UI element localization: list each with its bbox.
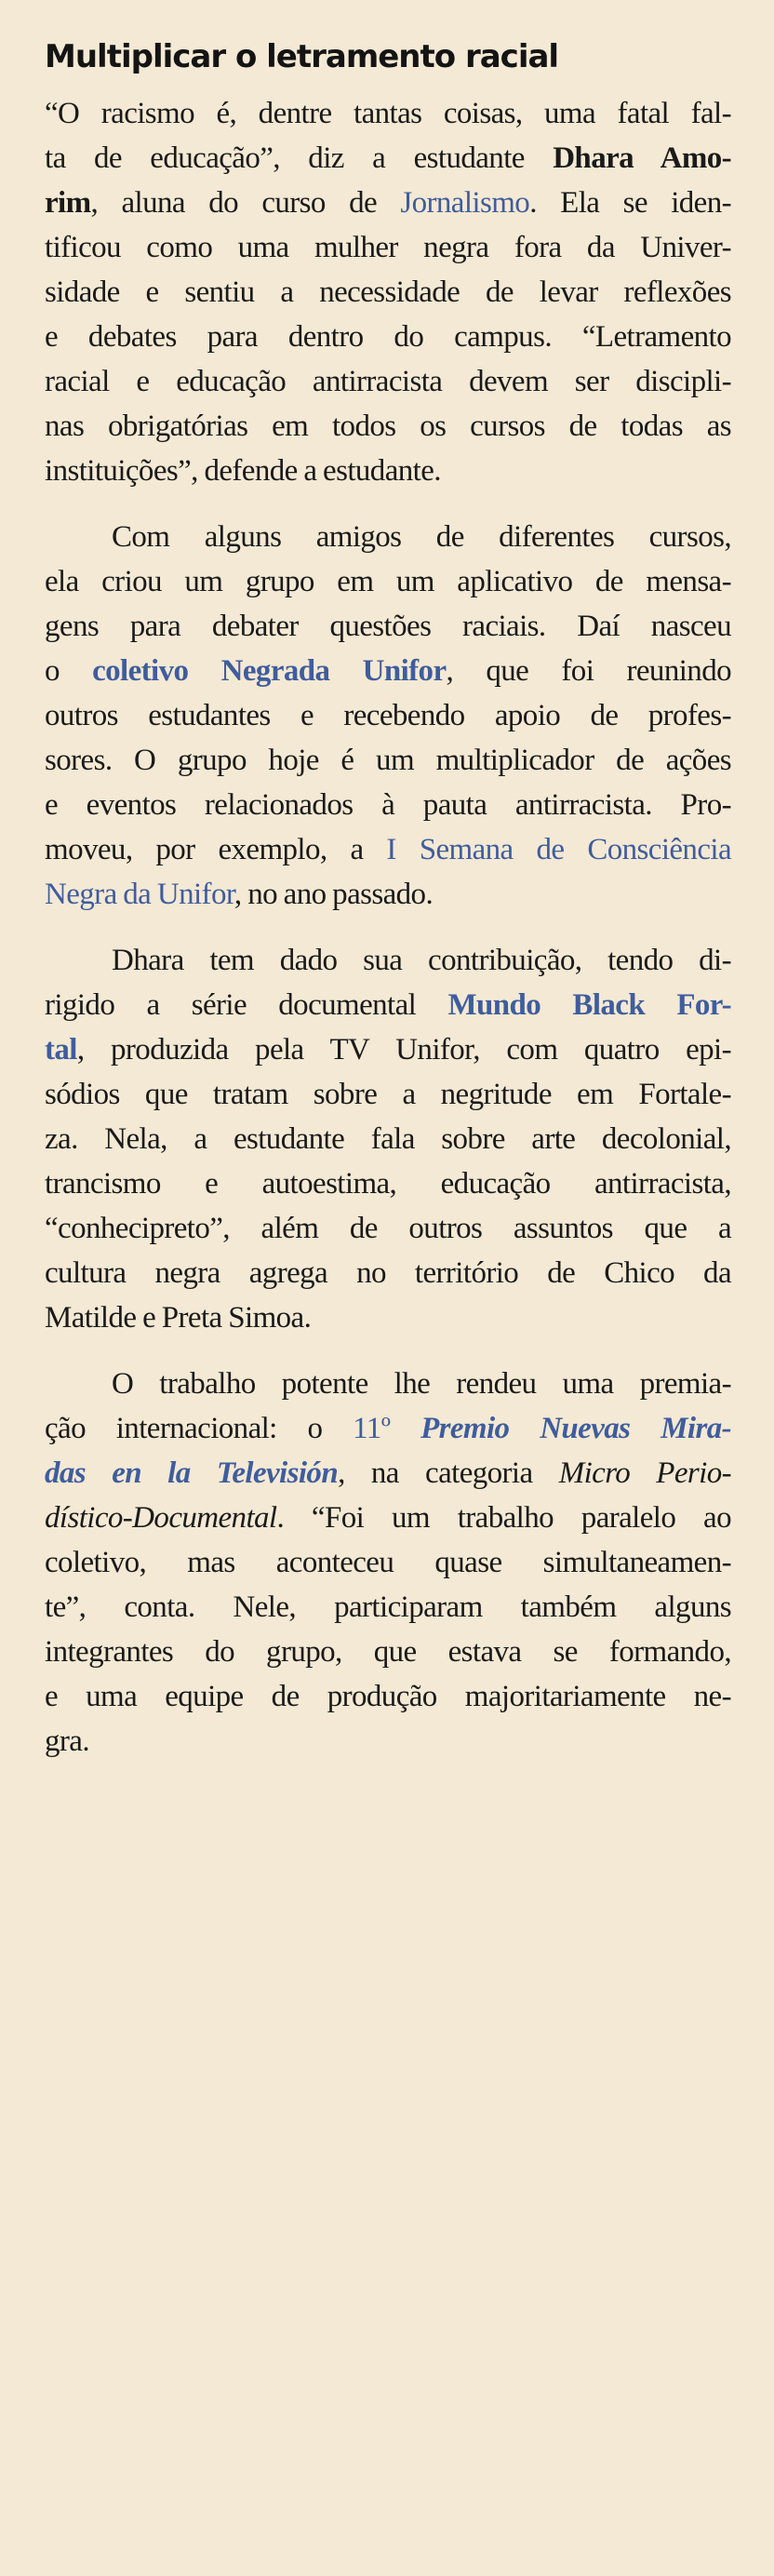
text: ção internacional: o xyxy=(45,1412,354,1445)
link[interactable]: coletivo Negrada Unifor xyxy=(92,654,447,688)
text: , no ano passado. xyxy=(234,878,434,911)
text: gra. xyxy=(45,1724,89,1758)
text-line xyxy=(45,315,731,359)
text-line xyxy=(45,225,731,270)
text-line xyxy=(45,1072,731,1117)
text: instituições”, defende a estudante. xyxy=(45,454,441,488)
text-line xyxy=(45,738,731,783)
section-heading: Multiplicar o letramento racial xyxy=(45,38,559,75)
emphasis-text: Dhara Amo- xyxy=(553,141,731,175)
link[interactable]: Mundo Black For- xyxy=(447,988,731,1022)
text: Com alguns amigos de diferentes cursos, xyxy=(112,520,731,554)
text-line xyxy=(45,270,731,315)
text: Dhara tem dado sua contribuição, tendo di- xyxy=(112,944,731,977)
link[interactable]: Premio Nuevas Mira- xyxy=(420,1412,731,1445)
link[interactable]: das en la Televisión xyxy=(45,1456,339,1490)
text: sidade e sentiu a necessidade de levar reflexões xyxy=(45,275,731,309)
text-line xyxy=(45,1585,731,1630)
text-line xyxy=(45,827,731,872)
emphasis-text: dístico-Documental xyxy=(45,1501,277,1535)
article xyxy=(45,34,731,1785)
text: trancismo e autoestima, educação antirracista, xyxy=(45,1167,731,1201)
text: , produzida pela TV Unifor, com quatro epi- xyxy=(76,1033,731,1067)
paragraph xyxy=(45,938,731,1340)
text-line xyxy=(45,1161,731,1206)
text: tificou como uma mulher negra fora da Univer- xyxy=(45,231,731,264)
text-line xyxy=(45,136,731,181)
text-line xyxy=(45,983,731,1027)
text-line xyxy=(45,1117,731,1161)
text: e eventos relacionados à pauta antirracista. Pro- xyxy=(45,788,731,822)
text: . “Foi um trabalho paralelo ao xyxy=(276,1501,731,1535)
paragraph xyxy=(45,1362,731,1764)
text: moveu, por exemplo, a xyxy=(45,833,387,866)
text: sódios que tratam sobre a negritude em Fortale- xyxy=(45,1078,731,1111)
text-line xyxy=(45,1251,731,1295)
text: , que foi reunindo xyxy=(446,654,731,688)
text-line xyxy=(45,1027,731,1072)
text-line xyxy=(45,872,731,917)
text-line xyxy=(45,181,731,225)
text: . Ela se iden- xyxy=(529,186,732,220)
text: gens para debater questões raciais. Daí nasceu xyxy=(45,610,731,643)
link[interactable]: tal xyxy=(45,1033,77,1067)
text: “O racismo é, dentre tantas coisas, uma fatal fal- xyxy=(45,97,731,130)
text: e debates para dentro do campus. “Letramento xyxy=(45,320,731,354)
text-line xyxy=(45,783,731,827)
text-line xyxy=(45,1496,731,1540)
text: integrantes do grupo, que estava se formando, xyxy=(45,1635,731,1669)
text-line xyxy=(45,1362,731,1406)
text: , na categoria xyxy=(338,1456,559,1490)
text: sores. O grupo hoje é um multiplicador de ações xyxy=(45,744,731,777)
text-line xyxy=(45,1674,731,1719)
link[interactable]: Negra da Unifor xyxy=(45,878,234,911)
text-line xyxy=(45,1451,731,1496)
paragraph xyxy=(45,515,731,917)
text-line xyxy=(45,404,731,449)
text-line xyxy=(45,649,731,693)
text: coletivo, mas aconteceu quase simultaneamen- xyxy=(45,1546,731,1579)
text-line xyxy=(45,1540,731,1585)
text-line xyxy=(45,1206,731,1251)
emphasis-text: rim xyxy=(45,186,91,220)
link[interactable]: I Semana de Consciência xyxy=(386,833,731,866)
text: “conhecipreto”, além de outros assuntos que a xyxy=(45,1212,731,1245)
text-line xyxy=(45,1406,731,1451)
link[interactable]: Jornalismo xyxy=(400,186,530,220)
text-line xyxy=(45,359,731,404)
text-line xyxy=(45,515,731,559)
text: , aluna do curso de xyxy=(90,186,401,220)
text-line xyxy=(45,1295,731,1340)
paragraph xyxy=(45,91,731,493)
text: ela criou um grupo em um aplicativo de mensa- xyxy=(45,565,731,598)
text-line xyxy=(45,1630,731,1674)
text-line xyxy=(45,1719,731,1764)
text-line xyxy=(45,91,731,136)
text: racial e educação antirracista devem ser discipli- xyxy=(45,365,731,398)
text: Matilde e Preta Simoa. xyxy=(45,1301,312,1335)
text: za. Nela, a estudante fala sobre arte decolonial, xyxy=(45,1122,731,1156)
text-line xyxy=(45,938,731,983)
text: te”, conta. Nele, participaram também alguns xyxy=(45,1590,731,1624)
text: o xyxy=(45,654,93,688)
text-line xyxy=(45,693,731,738)
text-line xyxy=(45,449,731,493)
link[interactable]: 11º xyxy=(353,1412,421,1445)
text: e uma equipe de produção majoritariamente ne- xyxy=(45,1680,731,1713)
text: cultura negra agrega no território de Chico da xyxy=(45,1256,731,1290)
text: nas obrigatórias em todos os cursos de todas as xyxy=(45,409,731,443)
emphasis-text: Micro Perio- xyxy=(558,1456,732,1490)
text: ta de educação”, diz a estudante xyxy=(45,141,554,175)
text: O trabalho potente lhe rendeu uma premia- xyxy=(112,1367,731,1401)
article-body xyxy=(45,91,731,1764)
text: outros estudantes e recebendo apoio de profes- xyxy=(45,699,731,732)
text-line xyxy=(45,559,731,604)
text-line xyxy=(45,604,731,649)
text: rigido a série documental xyxy=(45,988,448,1022)
